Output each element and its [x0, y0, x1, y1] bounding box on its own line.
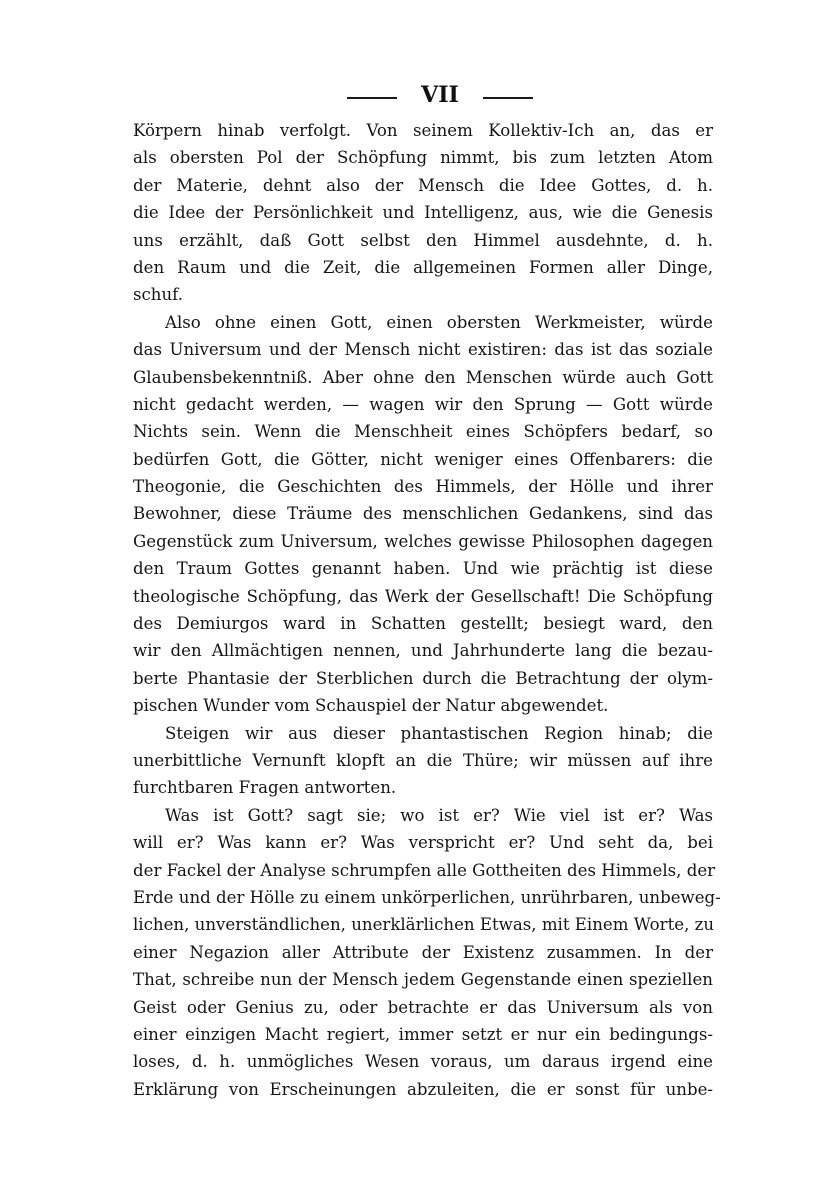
text-line: des Demiurgos ward in Schatten gestellt; besiegt ward, den — [133, 614, 713, 634]
text-line: Körpern hinab verfolgt. Von seinem Kollektiv-Ich an, das er — [133, 121, 713, 140]
text-line: lichen, unverständlichen, unerklärlichen Etwas, mit Einem Worte, zu — [133, 915, 715, 935]
text-line: einer einzigen Macht regiert, immer setzt er nur ein bedingungs- — [133, 1024, 713, 1044]
paragraph-2 — [133, 309, 713, 720]
text-line: wir den Allmächtigen nennen, und Jahrhunderte lang die bezau- — [133, 641, 713, 661]
text-line: berte Phantasie der Sterblichen durch die Betrachtung der olym- — [133, 668, 713, 688]
text-line: schuf. — [133, 285, 184, 305]
text-line: will er? Was kann er? Was verspricht er? Und seht da, bei — [133, 833, 713, 853]
text-line: Theogonie, die Geschichten des Himmels, der Hölle und ihrer — [133, 477, 713, 497]
text-line: Erde und der Hölle zu einem unkörperlichen, unrührbaren, unbeweg- — [133, 887, 721, 907]
text-line: uns erzählt, daß Gott selbst den Himmel ausdehnte, d. h. — [133, 230, 713, 250]
header-rule-right — [483, 97, 533, 99]
text-line: pischen Wunder vom Schauspiel der Natur abgewendet. — [133, 696, 609, 716]
text-line: Gegenstück zum Universum, welches gewisse Philosophen dagegen — [133, 531, 713, 551]
text-line: den Raum und die Zeit, die allgemeinen Formen aller Dinge, — [133, 257, 713, 277]
text-line: Also ohne einen Gott, einen obersten Werkmeister, würde — [165, 312, 713, 332]
text-line: That, schreibe nun der Mensch jedem Gegenstande einen speziellen — [133, 970, 713, 990]
text-line: Was ist Gott? sagt sie; wo ist er? Wie viel ist er? Was — [165, 805, 713, 825]
text-line: als obersten Pol der Schöpfung nimmt, bis zum letzten Atom — [133, 148, 713, 168]
text-line: Glaubensbekenntniß. Aber ohne den Menschen würde auch Gott — [133, 367, 713, 387]
text-line: theologische Schöpfung, das Werk der Gesellschaft! Die Schöpfung — [133, 586, 713, 606]
text-line: Geist oder Genius zu, oder betrachte er das Universum als von — [133, 997, 713, 1017]
text-line: Steigen wir aus dieser phantastischen Region hinab; die — [165, 723, 713, 743]
paragraph-1 — [133, 117, 713, 309]
text-line: der Fackel der Analyse schrumpfen alle Gottheiten des Himmels, der — [133, 860, 716, 880]
paragraph-4 — [133, 802, 721, 1103]
text-line: der Materie, dehnt also der Mensch die Idee Gottes, d. h. — [133, 175, 713, 195]
text-line: einer Negazion aller Attribute der Existenz zusammen. In der — [133, 942, 713, 962]
text-line: furchtbaren Fragen antworten. — [133, 778, 397, 798]
text-line: Erklärung von Erscheinungen abzuleiten, die er sonst für unbe- — [133, 1079, 713, 1099]
text-line: die Idee der Persönlichkeit und Intelligenz, aus, wie die Genesis — [133, 203, 713, 223]
paragraph-3 — [133, 720, 713, 802]
text-line: Bewohner, diese Träume des menschlichen Gedankens, sind das — [133, 504, 713, 524]
text-line: den Traum Gottes genannt haben. Und wie prächtig ist diese — [133, 559, 713, 579]
text-line: Nichts sein. Wenn die Menschheit eines Schöpfers bedarf, so — [133, 422, 713, 442]
page-number: VII — [421, 82, 459, 108]
text-line: nicht gedacht werden, — wagen wir den Sprung — Gott würde — [133, 394, 713, 414]
body-text — [133, 117, 721, 1103]
text-line: loses, d. h. unmögliches Wesen voraus, um daraus irgend eine — [133, 1052, 713, 1072]
header-rule-left — [347, 97, 397, 99]
text-line: unerbittliche Vernunft klopft an die Thüre; wir müssen auf ihre — [133, 750, 713, 770]
page-header — [0, 80, 840, 110]
text-line: bedürfen Gott, die Götter, nicht weniger eines Offenbarers: die — [133, 449, 713, 469]
text-line: das Universum und der Mensch nicht existiren: das ist das soziale — [133, 340, 713, 360]
